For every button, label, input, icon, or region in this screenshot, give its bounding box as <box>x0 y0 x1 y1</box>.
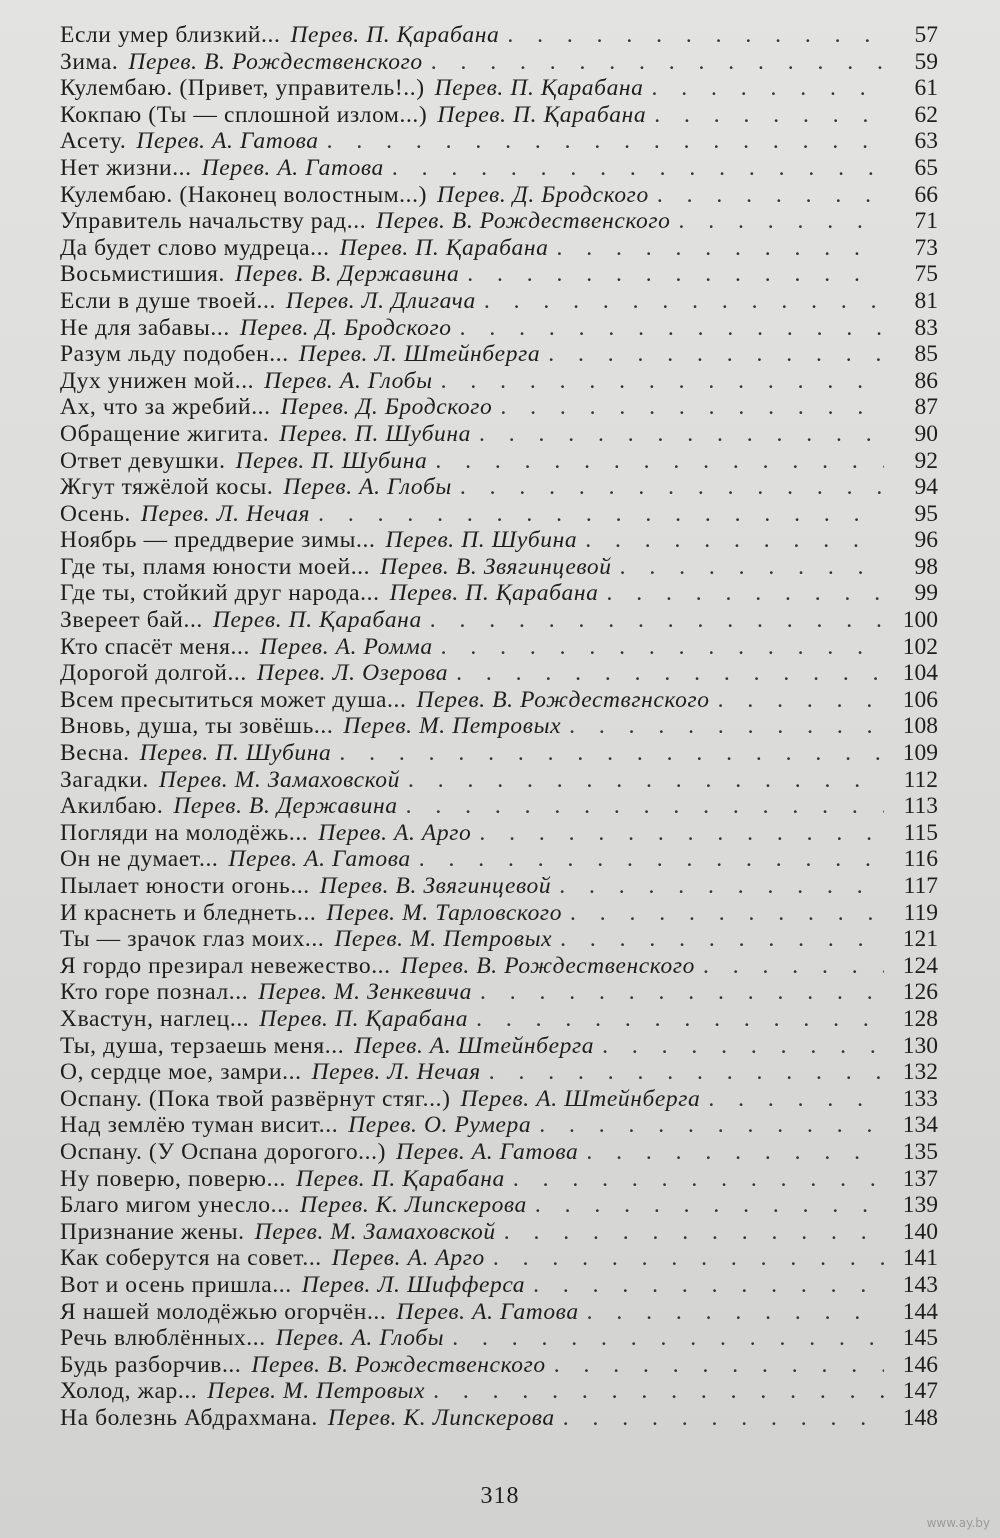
entry-page-number: 140 <box>902 1218 938 1245</box>
page-number: 318 <box>480 1483 520 1509</box>
dot-leader <box>570 900 884 927</box>
entry-page-number: 134 <box>902 1112 938 1139</box>
dot-leader <box>554 1352 884 1379</box>
entry-title: Если в душе твоей... <box>60 287 276 314</box>
dot-leader <box>602 1033 884 1060</box>
entry-page-number: 73 <box>914 234 938 261</box>
toc-entry <box>60 1219 938 1246</box>
toc-entry <box>60 979 938 1006</box>
entry-page-number: 117 <box>903 873 938 899</box>
entry-title: Звереет бай... <box>60 607 203 634</box>
entry-translator: Перев. А. Штейнберга <box>354 1032 595 1059</box>
toc-entry <box>60 1112 938 1139</box>
toc-entry <box>60 102 938 129</box>
entry-title: Если умер близкий... <box>60 22 281 48</box>
entry-translator: Перев. К. Липскерова <box>300 1192 527 1219</box>
entry-translator: Перев. М. Тарловского <box>326 899 563 926</box>
entry-translator: Перев. М. Зенкевича <box>258 979 472 1006</box>
dot-leader <box>435 448 884 475</box>
entry-title: Вот и осень пришла... <box>60 1271 292 1298</box>
entry-translator: Перев. А. Глобы <box>275 1325 445 1352</box>
dot-leader <box>318 501 884 528</box>
entry-page-number: 85 <box>914 341 938 368</box>
toc-entry <box>60 900 938 927</box>
toc-entry <box>60 660 938 687</box>
entry-translator: Перев. А. Глобы <box>283 474 452 501</box>
entry-title: Ты, душа, терзаешь меня... <box>60 1032 345 1059</box>
dot-leader <box>620 554 884 581</box>
entry-title: Я гордо презирал невежество... <box>60 952 391 979</box>
entry-translator: Перев. П. Шубина <box>235 447 428 474</box>
toc-entry <box>60 368 938 395</box>
entry-title: Кулембаю. (Привет, управитель!..) <box>60 75 425 102</box>
dot-leader <box>679 208 884 235</box>
toc-entry <box>60 474 938 501</box>
entry-translator: Перев. А. Гатова <box>136 128 319 155</box>
entry-translator: Перев. А. Глобы <box>264 367 433 394</box>
dot-leader <box>533 1272 884 1299</box>
entry-title: Над землёю туман висит... <box>60 1112 339 1139</box>
dot-leader <box>539 1112 884 1139</box>
entry-title: Вновь, душа, ты зовёшь... <box>60 713 334 740</box>
toc-entry <box>60 1166 938 1193</box>
entry-page-number: 96 <box>914 527 938 554</box>
toc-entry <box>60 1325 938 1352</box>
entry-title: Разум льду подобен... <box>60 341 289 368</box>
entry-page-number: 83 <box>914 314 938 341</box>
table-of-contents <box>60 22 938 1431</box>
entry-page-number: 66 <box>914 181 938 208</box>
entry-title: Обращение жигита. <box>60 420 270 447</box>
entry-page-number: 115 <box>903 819 938 846</box>
entry-page-number: 124 <box>902 952 938 979</box>
entry-page-number: 121 <box>902 926 938 953</box>
toc-entry <box>60 261 938 288</box>
entry-translator: Перев. К. Липскерова <box>327 1404 555 1431</box>
toc-entry <box>60 155 938 182</box>
dot-leader <box>585 527 884 554</box>
dot-leader <box>500 394 884 421</box>
toc-entry <box>60 767 938 794</box>
entry-title: Ну поверю, поверю... <box>60 1165 287 1192</box>
toc-entry <box>60 634 938 661</box>
toc-entry <box>60 580 938 607</box>
toc-entry <box>60 1299 938 1326</box>
dot-leader <box>513 1166 884 1193</box>
entry-page-number: 87 <box>914 394 938 421</box>
dot-leader <box>392 155 884 182</box>
entry-page-number: 102 <box>902 633 938 660</box>
toc-entry <box>60 501 938 528</box>
entry-translator: Перев. Л. Длигача <box>285 287 476 314</box>
entry-translator: Перев. Л. Шифферса <box>301 1271 526 1298</box>
entry-page-number: 63 <box>914 128 938 155</box>
entry-title: Зима. <box>60 48 119 75</box>
entry-translator: Перев. В. Державина <box>235 261 460 288</box>
entry-title: Где ты, пламя юности моей... <box>60 553 371 580</box>
entry-title: Я нашей молодёжью огорчён... <box>60 1298 387 1325</box>
dot-leader <box>441 368 884 395</box>
entry-page-number: 75 <box>914 261 938 288</box>
toc-entry <box>60 1245 938 1272</box>
entry-translator: Перев. А. Арго <box>318 819 472 846</box>
entry-translator: Перев. П. Шубина <box>139 740 332 767</box>
entry-translator: Перев. П. Қарабана <box>437 101 647 128</box>
toc-entry <box>60 820 938 847</box>
dot-leader <box>476 1006 884 1033</box>
entry-translator: Перев. В. Державина <box>173 793 398 820</box>
entry-page-number: 112 <box>903 766 938 793</box>
entry-translator: Перев. А. Гатова <box>396 1138 579 1165</box>
toc-entry <box>60 793 938 820</box>
dot-leader <box>431 49 884 76</box>
entry-translator: Перев. А. Гатова <box>396 1298 579 1325</box>
entry-translator: Перев. М. Петровых <box>334 926 553 953</box>
toc-entry <box>60 1272 938 1299</box>
entry-page-number: 95 <box>914 500 938 527</box>
watermark: www.ay.by <box>926 1516 990 1530</box>
entry-page-number: 104 <box>902 660 938 687</box>
toc-entry <box>60 713 938 740</box>
dot-leader <box>479 421 884 448</box>
entry-translator: Перев. В. Рождествгнского <box>416 686 710 713</box>
dot-leader <box>452 1325 884 1352</box>
dot-leader <box>569 713 884 740</box>
entry-page-number: 61 <box>914 75 938 102</box>
entry-page-number: 144 <box>902 1298 938 1325</box>
dot-leader <box>548 341 884 368</box>
toc-entry <box>60 1405 938 1432</box>
toc-entry <box>60 182 938 209</box>
entry-title: Асету. <box>60 128 127 155</box>
entry-translator: Перев. Л. Штейнберга <box>298 341 541 368</box>
dot-leader <box>456 660 884 687</box>
dot-leader <box>460 474 884 501</box>
dot-leader <box>467 261 884 288</box>
entry-translator: Перев. В. Рождественского <box>400 952 695 979</box>
entry-title: Ты — зрачок глаз моих... <box>60 926 325 953</box>
dot-leader <box>563 1405 884 1432</box>
entry-translator: Перев. А. Штейнберга <box>460 1085 701 1112</box>
toc-entry <box>60 128 938 155</box>
entry-title: Благо мигом унесло... <box>60 1192 291 1219</box>
entry-page-number: 135 <box>902 1138 938 1165</box>
entry-page-number: 94 <box>914 474 938 501</box>
entry-page-number: 99 <box>914 580 938 607</box>
entry-page-number: 139 <box>902 1192 938 1219</box>
toc-entry <box>60 1059 938 1086</box>
entry-title: Где ты, стойкий друг народа... <box>60 580 380 607</box>
entry-page-number: 147 <box>902 1378 938 1405</box>
toc-entry <box>60 49 938 76</box>
entry-translator: Перев. В. Рождественского <box>376 208 671 235</box>
dot-leader <box>703 953 884 980</box>
entry-page-number: 116 <box>903 846 938 873</box>
entry-translator: Перев. П. Шубина <box>279 420 471 447</box>
toc-entry <box>60 1086 938 1113</box>
entry-translator: Перев. Д. Бродского <box>239 314 452 341</box>
dot-leader <box>430 607 884 634</box>
dot-leader <box>479 820 884 847</box>
dot-leader <box>535 1192 884 1219</box>
toc-entry <box>60 1192 938 1219</box>
entry-title: Будь разборчив... <box>60 1351 242 1378</box>
entry-title: Он не думает... <box>60 846 219 873</box>
dot-leader <box>480 979 884 1006</box>
entry-title: Кто спасёт меня... <box>60 633 250 660</box>
toc-entry <box>60 341 938 368</box>
entry-title: И краснеть и бледнеть... <box>60 899 317 926</box>
entry-title: Загадки. <box>60 766 149 793</box>
entry-page-number: 141 <box>902 1245 938 1272</box>
entry-title: Кокпаю (Ты — сплошной излом...) <box>60 101 428 128</box>
entry-title: Как соберутся на совет... <box>60 1245 322 1272</box>
toc-entry <box>60 1352 938 1379</box>
entry-page-number: 81 <box>914 287 938 314</box>
toc-entry <box>60 1033 938 1060</box>
entry-title: Ноябрь — преддверие зимы... <box>60 527 376 554</box>
entry-translator: Перев. Д. Бродского <box>437 181 649 208</box>
entry-title: О, сердце мое, замри... <box>60 1059 302 1086</box>
dot-leader <box>652 75 884 102</box>
entry-title: Оспану. (Пока твой развёрнут стяг...) <box>60 1085 451 1112</box>
dot-leader <box>441 634 884 661</box>
entry-title: Дорогой долгой... <box>60 660 247 687</box>
dot-leader <box>654 102 884 129</box>
dot-leader <box>657 182 884 209</box>
entry-page-number: 109 <box>902 740 938 767</box>
entry-translator: Перев. П. Шубина <box>385 527 578 554</box>
entry-page-number: 71 <box>914 208 938 235</box>
entry-translator: Перев. П. Қарабана <box>339 234 549 261</box>
entry-page-number: 59 <box>914 48 938 75</box>
entry-translator: Перев. Л. Озерова <box>256 660 449 687</box>
dot-leader <box>489 1059 884 1086</box>
dot-leader <box>559 873 884 900</box>
toc-entry <box>60 1139 938 1166</box>
entry-page-number: 57 <box>914 22 938 48</box>
entry-translator: Перев. П. Қарабана <box>434 75 644 102</box>
entry-translator: Перев. В. Рождественского <box>128 48 423 75</box>
entry-translator: Перев. П. Қарабана <box>290 22 500 48</box>
toc-entry <box>60 75 938 102</box>
toc-entry <box>60 873 938 900</box>
entry-translator: Перев. А. Арго <box>331 1245 485 1272</box>
toc-entry <box>60 394 938 421</box>
entry-title: Восьмистишия. <box>60 261 226 288</box>
entry-page-number: 108 <box>902 713 938 740</box>
dot-leader <box>504 1219 884 1246</box>
toc-entry <box>60 315 938 342</box>
toc-entry <box>60 235 938 262</box>
entry-title: Нет жизни... <box>60 154 192 181</box>
toc-entry <box>60 554 938 581</box>
entry-title: Весна. <box>60 740 130 767</box>
entry-translator: Перев. М. Замаховской <box>254 1218 496 1245</box>
entry-title: Осень. <box>60 500 131 527</box>
entry-translator: Перев. П. Қарабана <box>212 607 422 634</box>
entry-translator: Перев. А. Ромма <box>259 633 433 660</box>
dot-leader <box>718 687 884 714</box>
entry-translator: Перев. П. Қарабана <box>389 580 599 607</box>
entry-translator: Перев. М. Петровых <box>207 1378 426 1405</box>
dot-leader <box>433 1378 884 1405</box>
entry-translator: Перев. П. Қарабана <box>259 1005 469 1032</box>
entry-translator: Перев. Л. Нечая <box>311 1059 481 1086</box>
entry-translator: Перев. П. Қарабана <box>296 1165 505 1192</box>
dot-leader <box>460 315 884 342</box>
entry-title: Погляди на молодёжь... <box>60 819 309 846</box>
entry-page-number: 92 <box>914 447 938 474</box>
entry-title: На болезнь Абдрахмана. <box>60 1404 318 1431</box>
toc-entry <box>60 953 938 980</box>
entry-page-number: 86 <box>914 367 938 394</box>
entry-title: Оспану. (У Оспана дорогого...) <box>60 1138 387 1165</box>
dot-leader <box>339 740 884 767</box>
entry-page-number: 137 <box>902 1165 938 1192</box>
entry-title: Хвастун, наглец... <box>60 1005 250 1032</box>
entry-title: Речь влюблённых... <box>60 1325 266 1352</box>
entry-page-number: 143 <box>902 1271 938 1298</box>
entry-translator: Перев. М. Петровых <box>343 713 562 740</box>
entry-translator: Перев. М. Замаховской <box>158 766 401 793</box>
entry-title: Да будет слово мудреца... <box>60 234 330 261</box>
dot-leader <box>484 288 884 315</box>
toc-entry <box>60 846 938 873</box>
entry-translator: Перев. О. Румера <box>348 1112 532 1139</box>
entry-title: Пылает юности огонь... <box>60 873 310 899</box>
entry-title: Не для забавы... <box>60 314 230 341</box>
entry-page-number: 65 <box>914 154 938 181</box>
dot-leader <box>708 1086 884 1113</box>
toc-entry <box>60 448 938 475</box>
entry-page-number: 128 <box>902 1005 938 1032</box>
dot-leader <box>507 22 884 49</box>
toc-entry <box>60 607 938 634</box>
entry-page-number: 100 <box>902 607 938 634</box>
entry-title: Холод, жар... <box>60 1378 198 1405</box>
entry-page-number: 119 <box>903 899 938 926</box>
entry-title: Дух унижен мой... <box>60 367 255 394</box>
dot-leader <box>586 1139 884 1166</box>
toc-entry <box>60 208 938 235</box>
toc-entry <box>60 1006 938 1033</box>
dot-leader <box>560 926 884 953</box>
entry-page-number: 126 <box>902 979 938 1006</box>
entry-page-number: 145 <box>902 1325 938 1352</box>
entry-translator: Перев. А. Гатова <box>201 154 384 181</box>
toc-entry <box>60 421 938 448</box>
entry-page-number: 113 <box>903 793 938 820</box>
dot-leader <box>419 846 884 873</box>
entry-page-number: 132 <box>902 1059 938 1086</box>
entry-title: Управитель начальству рад... <box>60 208 367 235</box>
dot-leader <box>556 235 884 262</box>
toc-entry <box>60 687 938 714</box>
entry-title: Всем пресытиться может душа... <box>60 686 407 713</box>
toc-entry <box>60 22 938 49</box>
entry-title: Ах, что за жребий... <box>60 394 271 421</box>
entry-page-number: 98 <box>914 553 938 580</box>
toc-entry <box>60 926 938 953</box>
toc-entry <box>60 740 938 767</box>
entry-translator: Перев. В. Рождественского <box>251 1351 546 1378</box>
entry-page-number: 146 <box>902 1351 938 1378</box>
dot-leader <box>606 580 884 607</box>
entry-page-number: 106 <box>902 686 938 713</box>
entry-translator: Перев. Д. Бродского <box>280 394 493 421</box>
entry-title: Признание жены. <box>60 1218 245 1245</box>
entry-title: Жгут тяжёлой косы. <box>60 474 274 501</box>
entry-page-number: 148 <box>902 1404 938 1431</box>
entry-translator: Перев. А. Гатова <box>228 846 411 873</box>
toc-entry <box>60 1378 938 1405</box>
dot-leader <box>408 767 884 794</box>
entry-title: Акилбаю. <box>60 793 164 820</box>
entry-page-number: 62 <box>914 101 938 128</box>
entry-title: Кто горе познал... <box>60 979 249 1006</box>
entry-translator: Перев. В. Звягинцевой <box>319 873 552 899</box>
entry-translator: Перев. Л. Нечая <box>140 500 311 527</box>
dot-leader <box>406 793 884 820</box>
entry-translator: Перев. В. Звягинцевой <box>380 553 612 580</box>
dot-leader <box>327 128 884 155</box>
dot-leader <box>587 1299 884 1326</box>
entry-title: Кулембаю. (Наконец волостным...) <box>60 181 428 208</box>
toc-entry <box>60 527 938 554</box>
entry-page-number: 130 <box>902 1032 938 1059</box>
entry-page-number: 90 <box>914 420 938 447</box>
toc-entry <box>60 288 938 315</box>
entry-title: Ответ девушки. <box>60 447 226 474</box>
dot-leader <box>493 1245 884 1272</box>
entry-page-number: 133 <box>902 1085 938 1112</box>
